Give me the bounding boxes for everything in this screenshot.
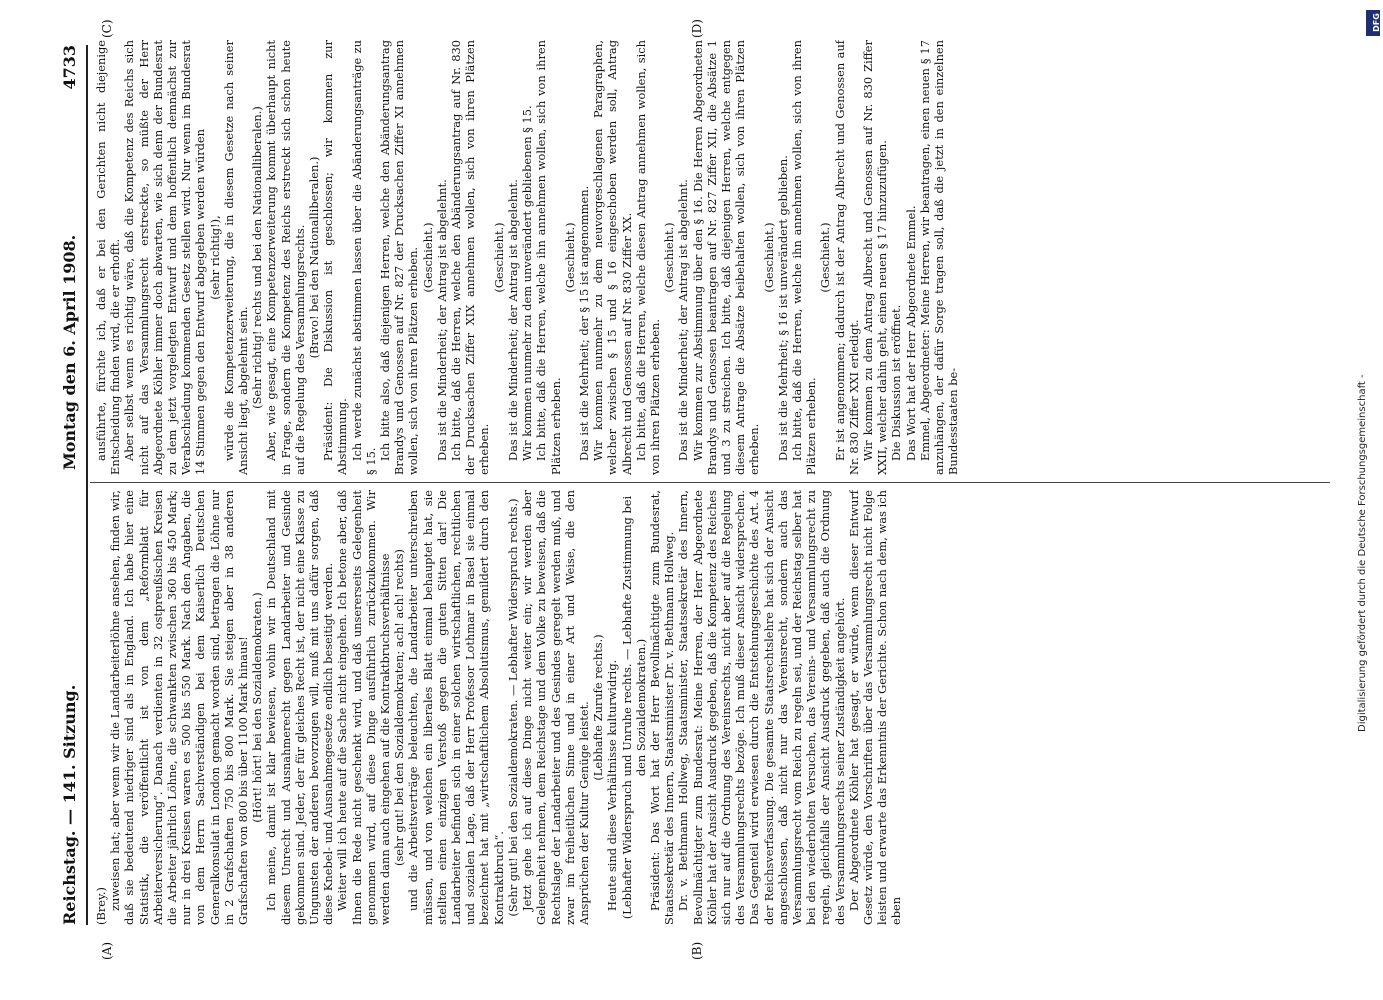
paragraph: Ich bitte also, daß diejenigen Herren, welche den Abänderungsantrag Brandys und Genossen auf Nr. 827 der Drucksachen Ziffer XI annehmen wollen, sich von ihren Plätzen erheben.	[378, 40, 421, 475]
interjection: (Lebhafter Widerspruch und Unruhe rechts. — Lebhafte Zustimmung bei den Sozialdemokraten.)	[619, 495, 648, 920]
speaker-tag: (Brey.)	[94, 887, 108, 925]
digitization-note-text: Digitalisierung gefördert durch die Deutsche Forschungsgemeinschaft -	[1357, 374, 1368, 732]
paragraph: Emmel, Abgeordneter: Meine Herren, wir beantragen, einen neuen § 17 anzuhängen, der dafür Sorge tragen soll, daß die jetzt in den einzelnen Bundesstaaten be-	[917, 40, 961, 475]
interjection: (Geschieht.)	[420, 222, 435, 293]
paragraph: Aber, wie gesagt, eine Kompetenzerweiterung kommt überhaupt nicht in Frage, sondern die Kompetenz des Reichs erstreckt sich schon heute auf die Regelung des Versammlungsrechts.	[264, 40, 307, 475]
paragraph: Der Abgeordnete Köhler hat gesagt, er würde, wenn dieser Entwurf Gesetz würde, den Vorschriften über das Versammlungsrecht nicht Folge leisten und erwarte das Erkenntnis der Gerichte. Schon nach dem, was ich eben	[846, 490, 904, 925]
paragraph: Ich bitte, daß die Herren, welche den Abänderungsantrag auf Nr. 830 der Drucksachen Ziffer XIX annehmen wollen, sich von ihren Plätzen erheben.	[449, 40, 492, 475]
margin-mark-a: (A)	[100, 941, 114, 960]
header-date: Montag den 6. April 1908.	[60, 234, 79, 470]
paragraph: Ich bitte, daß die Herren, welche ihn annehmen wollen, sich von ihren Plätzen erheben.	[789, 40, 819, 475]
paragraph: Das ist die Minderheit; der Antrag ist abgelehnt.	[676, 179, 691, 461]
margin-mark-c: (C)	[100, 19, 114, 38]
paragraph: Das ist die Minderheit; der Antrag ist abgelehnt.	[505, 179, 520, 461]
paragraph: Präsident: Die Diskussion ist geschlossen; wir kommen zur Abstimmung.	[321, 40, 350, 475]
margin-mark-b: (B)	[690, 941, 704, 960]
column-right	[94, 40, 1314, 475]
paragraph: Das Wort hat der Herr Abgeordnete Emmel.	[903, 205, 918, 461]
paragraph: Das ist die Mehrheit; § 16 ist unverändert geblieben.	[775, 155, 790, 461]
interjection: (Geschieht.)	[818, 222, 833, 293]
interjection: (Geschieht.)	[662, 222, 677, 293]
header-left: Reichstag. — 141. Sitzung.	[60, 684, 79, 925]
interjection: (Hört! hört! bei den Sozialdemokraten.)	[250, 592, 265, 823]
dfg-logo	[1366, 10, 1380, 36]
interjection: (Sehr gut! bei den Sozialdemokraten. — Lebhafter Widerspruch rechts.)	[505, 498, 520, 917]
paragraph: Die Diskussion ist eröffnet.	[889, 304, 904, 461]
paragraph: zuweisen hat; aber wenn wir die Landarbeiterlöhne ansehen, finden wir, daß sie bedeutend niedriger sind als in England. Ich habe hier eine Statistik, die veröffentlicht ist von dem „Reformblatt für Arbeiterversicherung“. Danach verdienten in 32 ostpreußischen Kreisen die Arbeiter jährlich Löhne, die schwankten zwischen 360 bis 450 Mark; nur in drei Kreisen waren es 500 bis 550 Mark. Nach den Angaben, die von dem Herrn Sachverständigen bei dem Kaiserlich Deutschen Generalkonsulat in London gemacht worden sind, betragen die Löhne nur in 2 Grafschaften 750 bis 800 Mark. Sie steigen aber in 38 anderen Grafschaften von 800 bis über 1100 Mark hinaus!	[108, 490, 251, 925]
paragraph: Präsident: Das Wort hat der Herr Bevollmächtigte zum Bundesrat, Staatssekretär des Innern, Staatsminister Dr. v. Bethmann Hollweg.	[647, 490, 677, 925]
interjection: (sehr gut! bei den Sozialdemokraten; ach! ach! rechts)	[392, 549, 407, 866]
column-divider	[90, 482, 1330, 483]
paragraph: ausführte, fürchte ich, daß er bei den Gerichten nicht diejenige Entscheidung finden wird, die er erhofft.	[94, 40, 123, 475]
interjection: (Geschieht.)	[761, 222, 776, 293]
interjection: (Geschieht.)	[562, 222, 577, 293]
paragraph: Heute sind diese Verhältnisse kulturwidrig.	[605, 659, 620, 911]
interjection: (Lebhafte Zurufe rechts.)	[591, 634, 606, 781]
header-rule	[86, 45, 88, 925]
paragraph: würde die Kompetenzerweiterung, die in diesem Gesetze nach seiner Ansicht liegt, abgelehnt sein.	[221, 40, 251, 475]
interjection: (Sehr richtig! rechts und bei den Nationalliberalen.)	[250, 106, 265, 409]
paragraph: Wir kommen nunmehr zu dem unverändert gebliebenen § 15.	[520, 105, 535, 461]
left-paragraphs	[108, 490, 903, 925]
paragraph: Aber selbst wenn es richtig wäre, daß die Kompetenz des Reichs sich nicht auf das Versammlungsrecht erstreckte, so müßte der Herr Abgeordnete Köhler immer doch abwarten, wie sich denn der Bundesrat zu dem jetzt vorgelegten Entwurf und dem hoffentlich demnächst zur Verabschiedung kommenden Gesetz stellen wird. Nur wenn im Bundesrat 14 Stimmen gegen den Entwurf abgegeben werden würden	[122, 40, 208, 475]
right-paragraphs	[94, 40, 960, 475]
interjection: (Bravo! bei den Nationalliberalen.)	[307, 156, 322, 359]
column-left	[94, 490, 1314, 925]
dfg-logo-text: DFG	[1371, 13, 1381, 32]
paragraph: Er ist angenommen; dadurch ist der Antrag Albrecht und Genossen auf Nr. 830 Ziffer XXI erledigt.	[832, 40, 861, 475]
paragraph: Weiter will ich heute auf die Sache nicht eingehen. Ich betone aber, daß Ihnen die Rede nicht geschenkt wird, und daß unsererseits Gelegenheit genommen wird, auf diese Dinge ausführlich zurückzukommen. Wir werden dann auch eingehen auf die Kontraktbruchsverhältnisse	[335, 490, 393, 925]
paragraph: Dr. v. Bethmann Hollweg, Staatsminister, Staatssekretär des Innern, Bevollmächtigter zum Bundesrat: Meine Herren, der Herr Abgeordnete Köhler hat der Ansicht Ausdruck gegeben, daß die Kompetenz des Reiches sich nur auf die Ordnung des Vereinsrechts, nicht aber auf die Regelung des Versammlungsrechts bezöge. Ich muß dieser Ansicht widersprechen. Das Gegenteil wird erwiesen durch die Entstehungsgeschichte des Art. 4 der Reichsverfassung. Die gesamte Staatsrechtslehre hat sich der Ansicht angeschlossen, daß nicht nur das Vereinsrecht, sondern auch das Versammlungsrecht vom Reich zu regeln sei, und der Reichstag selber hat bei den wiederholten Versuchen, das Vereins- und Versammlungsrecht zu regeln, gleichfalls der Ansicht Ausdruck gegeben, daß auch die Ordnung des Versammlungsrechts seiner Zuständigkeit angehört.	[676, 490, 847, 925]
paragraph: Wir kommen nunmehr zu dem neuvorgeschlagenen Paragraphen, welcher zwischen § 15 und § 16 eingeschoben werden soll, Antrag Albrecht und Genossen auf Nr. 830 Ziffer XX.	[591, 40, 634, 475]
page-number: 4733	[60, 45, 79, 90]
interjection: (sehr richtig!),	[207, 215, 222, 300]
paragraph: Ich bitte, daß die Herren, welche ihn annehmen wollen, sich von ihren Plätzen erheben.	[534, 40, 563, 475]
digitization-note	[1355, 12, 1375, 732]
interjection: (Geschieht.)	[491, 222, 506, 293]
paragraph: Ich werde zunächst abstimmen lassen über die Abänderungsanträge zu § 15.	[349, 40, 378, 475]
paragraph: Wir kommen zur Abstimmung über den § 16. Die Herren Abgeordneten Brandys und Genossen beantragen auf Nr. 827 Ziffer XII, die Absätze 1 und 3 zu streichen. Ich bitte, daß diejenigen Herren, welche entgegen diesem Antrage die Absätze beibehalten wollen, sich von ihren Plätzen erheben.	[690, 40, 762, 475]
paragraph: und die Arbeitsverträge beleuchten, die Landarbeiter unterschreiben müssen, und von welchen ein liberales Blatt einmal behauptet hat, sie stellten einen einzigen Verstoß gegen die guten Sitten dar! Die Landarbeiter befinden sich in einer solchen wirtschaftlichen, rechtlichen und sozialen Lage, daß der Herr Professor Lothmar in Basel sie einmal bezeichnet hat mit „wirtschaftlichem Absolutismus, gemildert durch den Kontraktbruch“.	[406, 490, 506, 925]
margin-mark-d: (D)	[690, 19, 704, 38]
paragraph: Ich meine, damit ist klar bewiesen, wohin wir in Deutschland mit diesem Unrecht und Ausnahmerecht gegen Landarbeiter und Gesinde gekommen sind. Jeder, der für gleiches Recht ist, der nicht eine Klasse zu Ungunsten der anderen bevorzugen will, muß mit uns dafür sorgen, daß diese Knebel- und Ausnahmegesetze endlich beseitigt werden.	[264, 490, 336, 925]
paragraph: Ich bitte, daß die Herren, welche diesen Antrag annehmen wollen, sich von ihren Plätzen erheben.	[633, 40, 662, 475]
paragraph: Jetzt gehe ich auf diese Dinge nicht weiter ein; wir werden aber Gelegenheit nehmen, dem Reichstage und dem Volke zu beweisen, daß die Rechtslage der Landarbeiter und des Gesindes geregelt werden muß, und zwar im freiheitlichen Sinne und in einer Art und Weise, die den Ansprüchen der Kultur Genüge leistet.	[520, 490, 591, 925]
page-header	[60, 45, 86, 925]
paragraph: Das ist die Mehrheit; der § 15 ist angenommen.	[576, 185, 591, 461]
paragraph: Das ist die Minderheit; der Antrag ist abgelehnt.	[434, 179, 449, 461]
paragraph: Wir kommen zu dem Antrag Albrecht und Genossen auf Nr. 830 Ziffer XXII, welcher dahin geht, einen neuen § 17 hinzuzufügen.	[860, 40, 890, 475]
